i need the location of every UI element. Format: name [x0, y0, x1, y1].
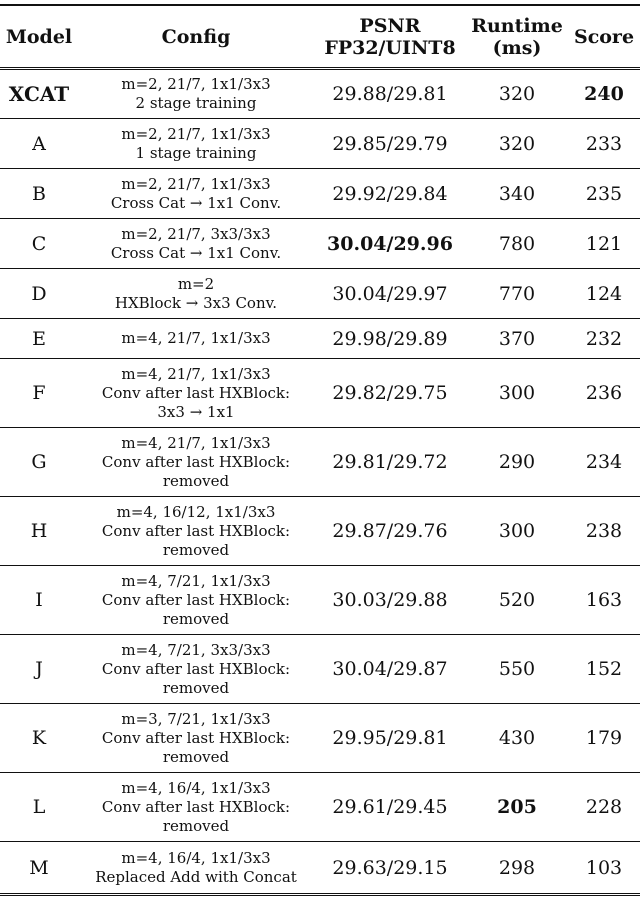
cell-model: B: [32, 182, 46, 205]
cell-config: [78, 704, 314, 773]
cell-score: 152: [585, 658, 623, 680]
cell-psnr: 29.88/29.81: [332, 83, 448, 105]
cell-psnr: 30.03/29.88: [332, 589, 448, 611]
header-model: Model: [5, 25, 73, 48]
cell-model: C: [31, 232, 47, 255]
cell-score: 121: [585, 232, 623, 255]
table-row: [0, 497, 640, 566]
cell-score: 124: [585, 282, 623, 305]
table-row: [0, 169, 640, 219]
cell-psnr: 29.92/29.84: [332, 182, 448, 205]
config-line: 3x3 → 1x1: [157, 402, 235, 421]
cell-config: [78, 773, 314, 842]
cell-config: [78, 842, 314, 895]
cell-runtime: 320: [498, 83, 536, 105]
config-line: removed: [162, 471, 230, 490]
config-line: m=2, 21/7, 1x1/3x3: [121, 75, 271, 93]
cell-runtime: 298: [498, 856, 536, 879]
cell-score: 163: [585, 589, 623, 611]
cell-psnr: 29.61/29.45: [332, 796, 448, 818]
config-line: removed: [162, 540, 230, 559]
cell-score: 103: [585, 856, 623, 879]
table-row: [0, 359, 640, 428]
config-line: 1 stage training: [135, 143, 257, 162]
table-row: [0, 566, 640, 635]
table-row: [0, 219, 640, 269]
config-line: m=4, 16/4, 1x1/3x3: [121, 848, 271, 867]
cell-model: J: [35, 658, 43, 680]
config-line: m=4, 21/7, 1x1/3x3: [121, 329, 271, 347]
table-row: [0, 319, 640, 359]
table-row: [0, 269, 640, 319]
config-line: Conv after last HXBlock:: [101, 797, 291, 816]
table-row: [0, 635, 640, 704]
cell-psnr: 29.95/29.81: [332, 727, 448, 749]
config-line: m=4, 16/4, 1x1/3x3: [121, 778, 271, 797]
cell-model: K: [31, 727, 47, 749]
cell-runtime: 780: [498, 232, 536, 255]
cell-config: [78, 269, 314, 319]
cell-runtime: 205: [497, 796, 537, 818]
config-line: Cross Cat → 1x1 Conv.: [110, 193, 282, 212]
config-line: Conv after last HXBlock:: [101, 659, 291, 678]
cell-model: F: [32, 382, 46, 404]
cell-score: 236: [585, 382, 623, 404]
config-line: m=2, 21/7, 3x3/3x3: [121, 224, 271, 243]
cell-model: H: [30, 520, 48, 542]
cell-config: [78, 359, 314, 428]
cell-psnr: 29.81/29.72: [332, 451, 448, 473]
config-line: removed: [162, 747, 230, 766]
cell-score: 179: [585, 727, 623, 749]
config-line: Conv after last HXBlock:: [101, 728, 291, 747]
cell-psnr: 29.82/29.75: [332, 382, 448, 404]
cell-config: [78, 497, 314, 566]
cell-runtime: 370: [498, 327, 536, 350]
cell-model: M: [29, 856, 49, 879]
cell-score: 234: [585, 451, 623, 473]
cell-model: A: [32, 132, 46, 155]
cell-score: 235: [585, 182, 623, 205]
header-psnr-line2: FP32/UINT8: [324, 36, 456, 59]
header-runtime-line1: Runtime: [471, 14, 563, 37]
cell-psnr: 29.98/29.89: [332, 327, 448, 350]
header-score: Score: [573, 25, 635, 48]
config-line: Conv after last HXBlock:: [101, 383, 291, 402]
config-line: m=4, 7/21, 1x1/3x3: [121, 571, 271, 590]
cell-model: L: [32, 796, 46, 818]
cell-psnr: 30.04/29.87: [332, 658, 448, 680]
cell-score: 233: [585, 132, 623, 155]
table-row: [0, 119, 640, 169]
cell-score: 228: [585, 796, 623, 818]
cell-runtime: 770: [498, 282, 536, 305]
config-line: Replaced Add with Concat: [95, 867, 297, 886]
cell-runtime: 550: [498, 658, 536, 680]
cell-config: [78, 428, 314, 497]
config-line: m=4, 21/7, 1x1/3x3: [121, 364, 271, 383]
cell-runtime: 340: [498, 182, 536, 205]
cell-config: [78, 219, 314, 269]
config-line: removed: [162, 609, 230, 628]
cell-model: D: [31, 282, 47, 305]
table-row: [0, 773, 640, 842]
config-line: m=2, 21/7, 1x1/3x3: [121, 124, 271, 143]
cell-runtime: 300: [498, 382, 536, 404]
cell-psnr: 29.87/29.76: [332, 520, 448, 542]
results-table: [0, 4, 640, 896]
cell-psnr: 29.63/29.15: [332, 856, 448, 879]
header-psnr: [314, 5, 466, 69]
cell-score: 238: [585, 520, 623, 542]
cell-score: 232: [585, 327, 623, 350]
cell-config: [78, 566, 314, 635]
cell-model: XCAT: [8, 82, 70, 106]
cell-runtime: 300: [498, 520, 536, 542]
header-config: Config: [161, 25, 231, 48]
config-line: 2 stage training: [135, 94, 257, 112]
cell-config: [78, 69, 314, 119]
table-row: [0, 704, 640, 773]
config-line: Conv after last HXBlock:: [101, 590, 291, 609]
table-row: [0, 842, 640, 895]
cell-config: [78, 319, 314, 359]
table-row: [0, 69, 640, 119]
config-line: m=4, 16/12, 1x1/3x3: [116, 502, 276, 521]
cell-runtime: 520: [498, 589, 536, 611]
cell-model: E: [32, 327, 46, 350]
config-line: m=4, 21/7, 1x1/3x3: [121, 433, 271, 452]
header-runtime: [466, 5, 568, 69]
config-line: m=2, 21/7, 1x1/3x3: [121, 174, 271, 193]
cell-psnr: 30.04/29.97: [332, 282, 448, 305]
cell-psnr: 29.85/29.79: [332, 132, 448, 155]
cell-config: [78, 119, 314, 169]
cell-model: I: [35, 589, 43, 611]
config-line: removed: [162, 678, 230, 697]
config-line: m=3, 7/21, 1x1/3x3: [121, 709, 271, 728]
cell-psnr: 30.04/29.96: [327, 232, 453, 255]
cell-score: 240: [584, 83, 624, 105]
cell-model: G: [31, 451, 47, 473]
config-line: Cross Cat → 1x1 Conv.: [110, 243, 282, 262]
config-line: HXBlock → 3x3 Conv.: [114, 293, 278, 312]
header-runtime-line2: (ms): [492, 36, 542, 59]
cell-runtime: 290: [498, 451, 536, 473]
config-line: m=2: [177, 274, 215, 293]
header-row: [0, 5, 640, 69]
cell-config: [78, 169, 314, 219]
cell-runtime: 320: [498, 132, 536, 155]
cell-config: [78, 635, 314, 704]
config-line: removed: [162, 816, 230, 835]
config-line: m=4, 7/21, 3x3/3x3: [121, 640, 271, 659]
config-line: Conv after last HXBlock:: [101, 521, 291, 540]
cell-runtime: 430: [498, 727, 536, 749]
config-line: Conv after last HXBlock:: [101, 452, 291, 471]
table-body: [0, 69, 640, 895]
header-psnr-line1: PSNR: [359, 14, 421, 37]
table-row: [0, 428, 640, 497]
